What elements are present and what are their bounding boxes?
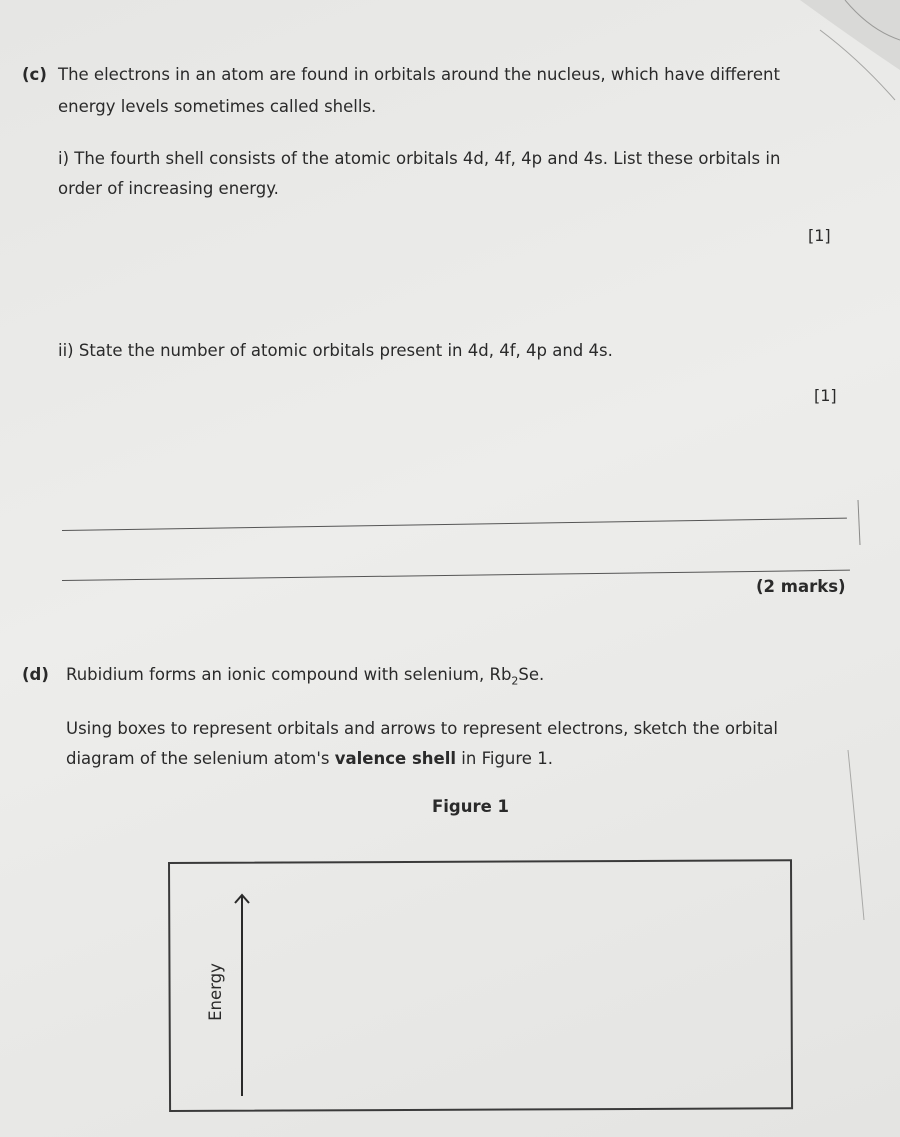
part-d-line1 — [66, 664, 544, 692]
part-d-line3-post: in Figure 1. — [456, 749, 553, 768]
part-d-line1-post: Se. — [518, 665, 545, 684]
energy-axis-label: Energy — [206, 963, 225, 1021]
energy-axis-arrow — [228, 888, 258, 1098]
part-c-total-marks: (2 marks) — [756, 577, 846, 596]
question-c-ii-mark: [1] — [814, 386, 837, 405]
valence-shell-text: valence shell — [334, 749, 457, 768]
part-c-intro-line1: The electrons in an atom are found in orbitals around the nucleus, which have different — [58, 65, 780, 84]
part-d-line3-pre: diagram of the selenium atom's — [66, 749, 335, 768]
part-d-line2: Using boxes to represent orbitals and arrows to represent electrons, sketch the orbital — [66, 719, 778, 738]
page-edge-shadow — [830, 500, 870, 940]
figure-title: Figure 1 — [432, 797, 510, 816]
answer-line-2 — [62, 570, 850, 581]
question-c-i-line2: order of increasing energy. — [58, 179, 279, 198]
subscript-2: 2 — [511, 674, 519, 688]
question-c-i-line1: i) The fourth shell consists of the atomic orbitals 4d, 4f, 4p and 4s. List these orbitals in — [58, 149, 781, 168]
page-corner-shading — [760, 0, 900, 140]
part-d-line1-pre: Rubidium forms an ionic compound with selenium, Rb — [66, 665, 512, 684]
question-c-i-mark: [1] — [808, 226, 831, 245]
answer-line-1 — [62, 518, 847, 531]
part-d-label: (d) — [22, 665, 49, 684]
part-c-intro-line2: energy levels sometimes called shells. — [58, 97, 377, 116]
part-c-label: (c) — [22, 65, 47, 84]
figure-1-box[interactable] — [168, 859, 793, 1112]
question-c-ii-line1: ii) State the number of atomic orbitals present in 4d, 4f, 4p and 4s. — [58, 341, 613, 360]
part-d-line3 — [66, 748, 553, 770]
